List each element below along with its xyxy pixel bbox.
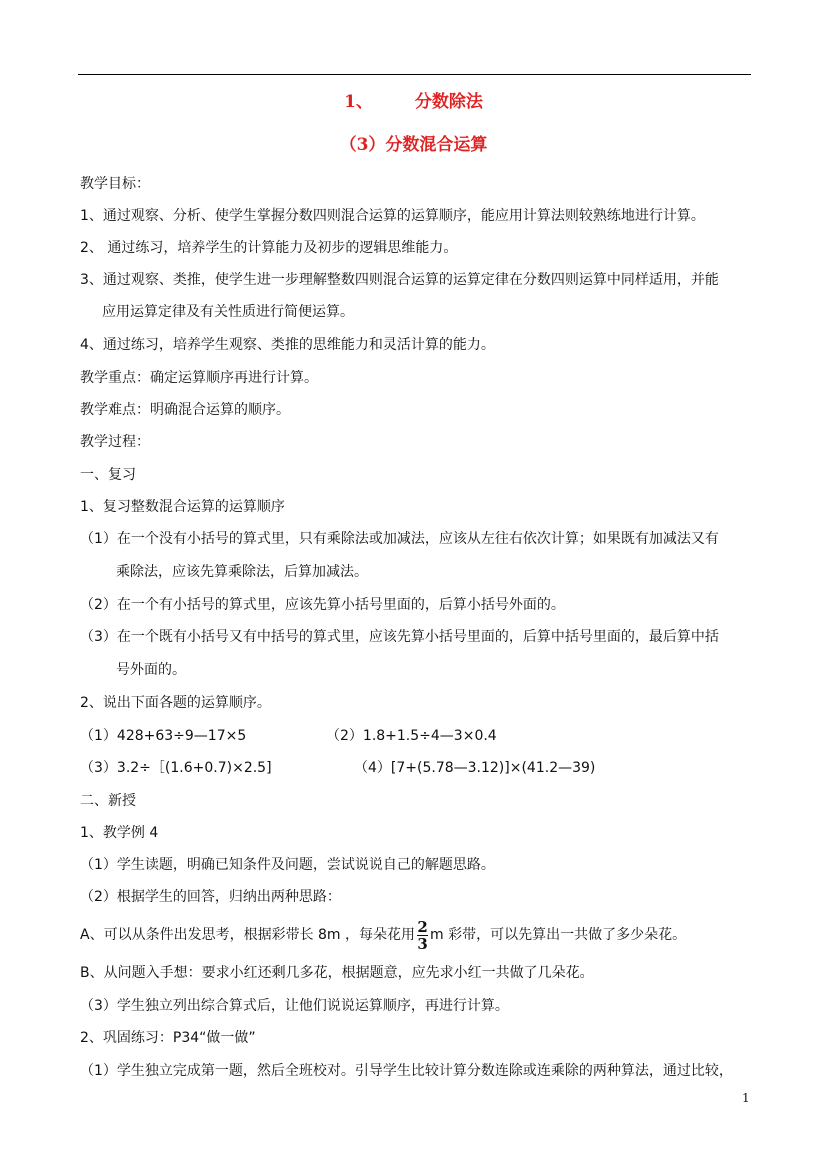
- key-point: 教学重点：确定运算顺序再进行计算。: [80, 370, 318, 386]
- rule-3-cont: 号外面的。: [116, 662, 186, 678]
- new-lesson-heading: 二、新授: [80, 793, 136, 809]
- idea-a-after: m 彩带，可以先算出一共做了多少朵花。: [430, 927, 687, 943]
- page-number: 1: [742, 1091, 750, 1105]
- example-heading: 1、教学例 4: [80, 825, 159, 841]
- rule-1: （1）在一个没有小括号的算式里，只有乘除法或加减法，应该从左往右依次计算；如果既有加减法又有: [80, 531, 719, 547]
- objective-3: 3、通过观察、类推，使学生进一步理解整数四则混合运算的运算定律在分数四则运算中同样适用，并能: [80, 272, 719, 288]
- fraction-denominator: 3: [417, 934, 428, 953]
- idea-b: B、从问题入手想：要求小红还剩几多花，根据题意，应先求小红一共做了几朵花。: [80, 965, 594, 981]
- header-rule: [78, 74, 751, 75]
- objectives-heading: 教学目标：: [80, 176, 150, 192]
- chapter-number: 1、: [344, 92, 373, 112]
- review-item-1: 1、复习整数混合运算的运算顺序: [80, 499, 285, 515]
- process-heading: 教学过程：: [80, 434, 150, 450]
- exercise-4: （4）[7+(5.78—3.12)]×(41.2—39): [354, 760, 596, 776]
- exercise-2: （2）1.8+1.5÷4—3×0.4: [326, 728, 497, 744]
- review-item-2: 2、说出下面各题的运算顺序。: [80, 695, 271, 711]
- practice-1: （1）学生独立完成第一题，然后全班校对。引导学生比较计算分数连除或连乘除的两种算法，通过比较，: [80, 1063, 733, 1079]
- objective-2: 2、 通过练习，培养学生的计算能力及初步的逻辑思维能力。: [80, 240, 458, 256]
- review-heading: 一、复习: [80, 467, 136, 483]
- section-title: （3）分数混合运算: [339, 135, 488, 155]
- fraction-two-thirds: [417, 917, 428, 953]
- difficult-point: 教学难点：明确混合运算的顺序。: [80, 402, 290, 418]
- exercise-3: （3）3.2÷［(1.6+0.7)×2.5]: [80, 760, 272, 776]
- step-1: （1）学生读题，明确已知条件及问题，尝试说说自己的解题思路。: [80, 857, 495, 873]
- step-2: （2）根据学生的回答，归纳出两种思路：: [80, 889, 341, 905]
- objective-1: 1、通过观察、分析、使学生掌握分数四则混合运算的运算顺序，能应用计算法则较熟练地进行计算。: [80, 208, 705, 224]
- objective-3-cont: 应用运算定律及有关性质进行简便运算。: [102, 304, 354, 320]
- fraction-numerator: 2: [417, 917, 428, 936]
- idea-a: [80, 917, 686, 953]
- rule-1-cont: 乘除法，应该先算乘除法，后算加减法。: [116, 564, 368, 580]
- exercise-1: （1）428+63÷9—17×5: [80, 728, 247, 744]
- chapter-name: 分数除法: [414, 92, 483, 112]
- objective-4: 4、通过练习，培养学生观察、类推的思维能力和灵活计算的能力。: [80, 337, 495, 353]
- rule-3: （3）在一个既有小括号又有中括号的算式里，应该先算小括号里面的，后算中括号里面的，最后算中括: [80, 629, 719, 645]
- step-3: （3）学生独立列出综合算式后，让他们说说运算顺序，再进行计算。: [80, 998, 509, 1014]
- chapter-title: [0, 91, 827, 113]
- rule-2: （2）在一个有小括号的算式里，应该先算小括号里面的，后算小括号外面的。: [80, 597, 565, 613]
- practice-heading: 2、巩固练习：P34“做一做”: [80, 1030, 256, 1046]
- idea-a-before: A、可以从条件出发思考，根据彩带长 8m ，每朵花用: [80, 927, 416, 943]
